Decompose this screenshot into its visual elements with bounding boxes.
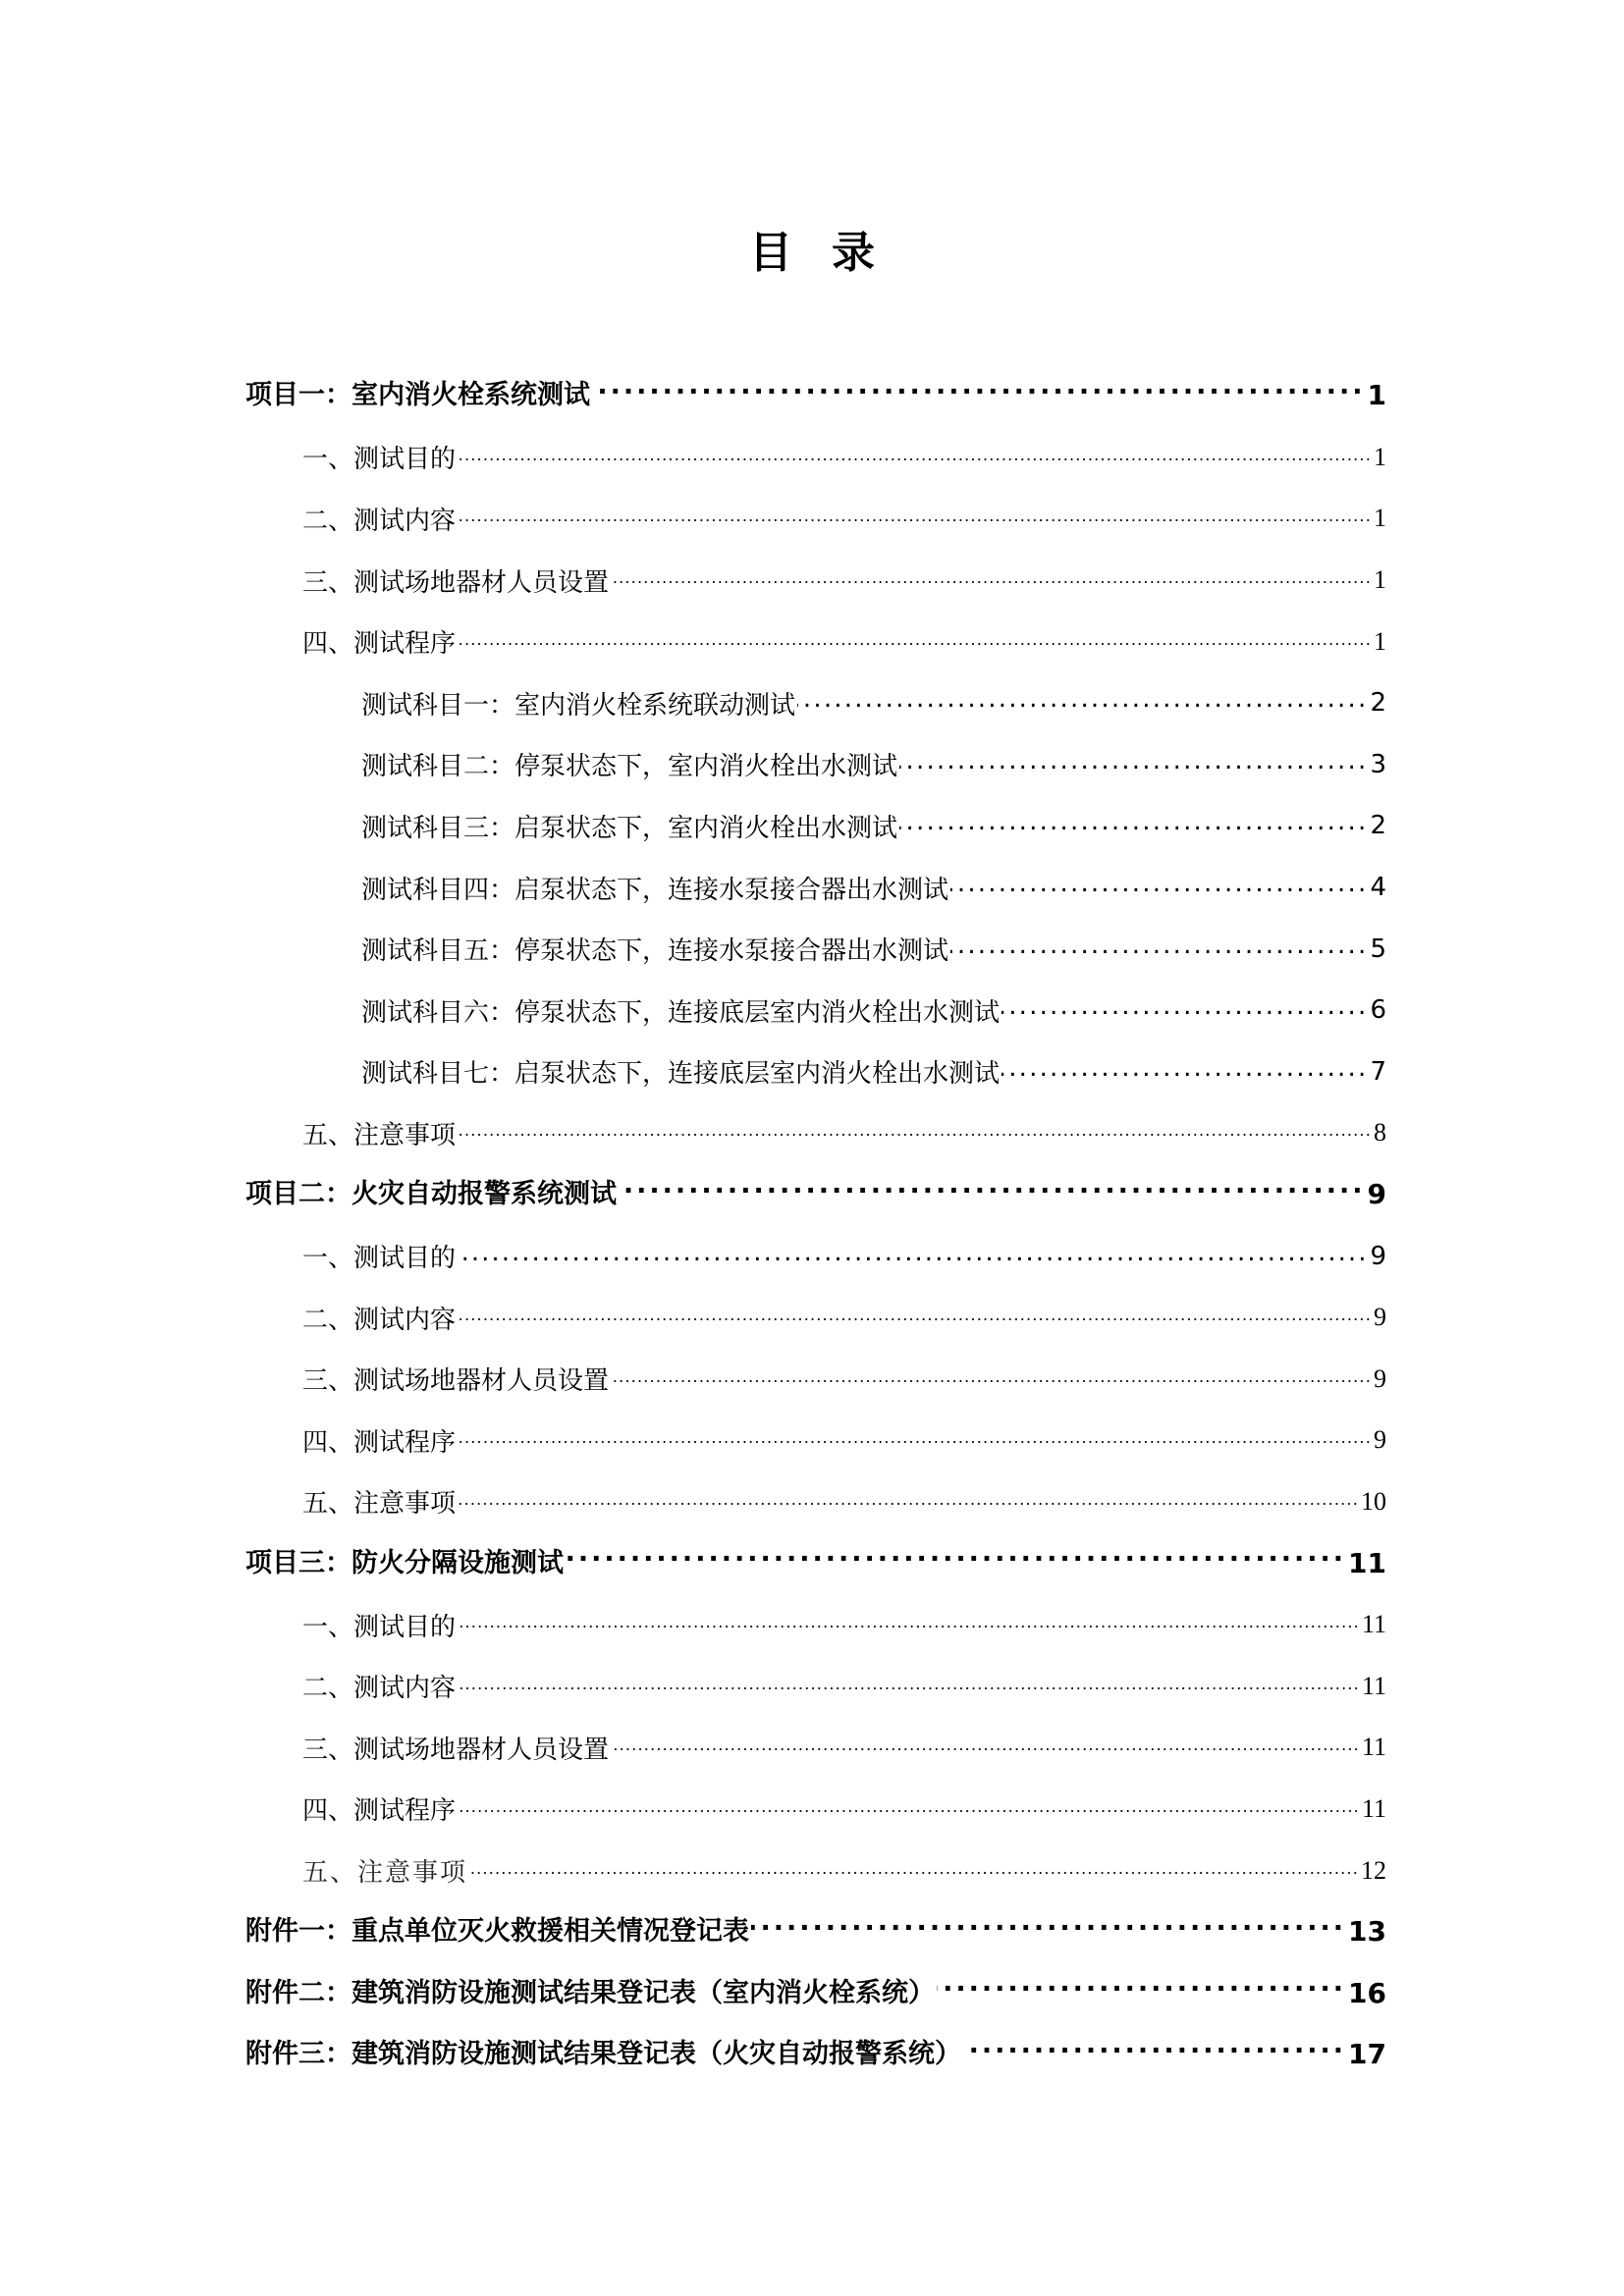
toc-page-number: 1 bbox=[1374, 442, 1386, 471]
toc-entry-label: 五、注意事项 bbox=[302, 1120, 457, 1150]
toc-entry-label: 附件一：重点单位灭火救援相关情况登记表 bbox=[245, 1916, 749, 1948]
toc-page-number: 11 bbox=[1361, 1733, 1386, 1762]
toc-entry-label: 一、测试目的 bbox=[302, 445, 457, 475]
toc-entry-section[interactable] bbox=[245, 1471, 1386, 1533]
toc-entry-label: 五、注意事项 bbox=[302, 1489, 457, 1520]
toc-entry-section[interactable] bbox=[245, 1840, 1386, 1901]
toc-entry-section[interactable] bbox=[245, 550, 1386, 612]
toc-entry-project-3[interactable] bbox=[245, 1532, 1386, 1594]
dot-leader bbox=[1001, 1059, 1368, 1085]
toc-entry-label: 测试科目七：启泵状态下，连接底层室内消火栓出水测试 bbox=[361, 1059, 1001, 1090]
toc-page-number: 9 bbox=[1374, 1425, 1386, 1455]
toc-entry-label: 测试科目三：启泵状态下，室内消火栓出水测试 bbox=[361, 813, 898, 843]
dot-leader bbox=[458, 1120, 1372, 1146]
toc-entry-label: 测试科目二：停泵状态下，室内消火栓出水测试 bbox=[361, 752, 898, 782]
dot-leader bbox=[458, 1427, 1372, 1453]
dot-leader bbox=[899, 752, 1368, 777]
toc-title: 目录 bbox=[749, 228, 914, 278]
toc-page-number: 1 bbox=[1374, 504, 1386, 533]
toc-entry-section[interactable] bbox=[245, 488, 1386, 550]
toc-page-number: 6 bbox=[1370, 995, 1386, 1026]
toc-entry-section[interactable] bbox=[245, 1655, 1386, 1717]
toc-page-number: 5 bbox=[1370, 934, 1386, 964]
toc-entry-subitem[interactable] bbox=[245, 980, 1386, 1041]
dot-leader bbox=[937, 1980, 1346, 2006]
toc-page-number: 4 bbox=[1370, 873, 1386, 903]
toc-entry-label: 项目三：防火分隔设施测试 bbox=[245, 1547, 564, 1578]
toc-entry-label: 附件二：建筑消防设施测试结果登记表（室内消火栓系统） bbox=[245, 1977, 935, 2008]
dot-leader bbox=[458, 1796, 1360, 1822]
dot-leader bbox=[458, 1244, 1368, 1269]
dot-leader bbox=[611, 567, 1372, 593]
dot-leader bbox=[458, 445, 1372, 470]
dot-leader bbox=[458, 629, 1372, 655]
dot-leader bbox=[458, 1489, 1359, 1515]
toc-entry-label: 附件三：建筑消防设施测试结果登记表（火灾自动报警系统） bbox=[245, 2039, 961, 2070]
toc-page-number: 1 bbox=[1374, 565, 1386, 595]
toc-entry-subitem[interactable] bbox=[245, 857, 1386, 919]
toc-entry-label: 二、测试内容 bbox=[302, 1305, 457, 1335]
toc-page-number: 11 bbox=[1361, 1610, 1386, 1639]
dot-leader bbox=[458, 1674, 1360, 1699]
dot-leader bbox=[963, 2042, 1346, 2068]
toc-entry-section[interactable] bbox=[245, 611, 1386, 672]
dot-leader bbox=[950, 875, 1368, 900]
toc-page-number: 9 bbox=[1367, 1178, 1386, 1211]
toc-page-number: 12 bbox=[1361, 1855, 1386, 1885]
toc-entry-label: 项目一：室内消火栓系统测试 bbox=[245, 380, 590, 411]
toc-page-number: 9 bbox=[1374, 1363, 1386, 1393]
toc-entry-section[interactable] bbox=[245, 427, 1386, 489]
toc-entry-label: 测试科目四：启泵状态下，连接水泵接合器出水测试 bbox=[361, 875, 949, 905]
toc-page-number: 11 bbox=[1348, 1546, 1386, 1579]
toc-entry-label: 四、测试程序 bbox=[302, 629, 457, 660]
dot-leader bbox=[458, 506, 1372, 531]
toc-entry-section[interactable] bbox=[245, 1779, 1386, 1841]
toc-entry-section[interactable] bbox=[245, 1287, 1386, 1349]
toc-page-number: 3 bbox=[1370, 749, 1386, 779]
toc-page-number: 1 bbox=[1367, 379, 1386, 412]
dot-leader bbox=[469, 1858, 1359, 1884]
dot-leader bbox=[458, 1612, 1360, 1637]
toc-entry-section[interactable] bbox=[245, 1410, 1386, 1471]
toc-entry-subitem[interactable] bbox=[245, 734, 1386, 796]
toc-entry-label: 四、测试程序 bbox=[302, 1796, 457, 1827]
toc-entry-label: 三、测试场地器材人员设置 bbox=[302, 567, 610, 598]
dot-leader bbox=[611, 1735, 1360, 1760]
toc-entry-section[interactable] bbox=[245, 1594, 1386, 1656]
toc-entry-subitem[interactable] bbox=[245, 1041, 1386, 1103]
toc-page-number: 2 bbox=[1370, 811, 1386, 841]
dot-leader bbox=[797, 690, 1368, 716]
dot-leader bbox=[611, 1366, 1372, 1392]
toc-entry-label: 二、测试内容 bbox=[302, 1674, 457, 1704]
toc-page-number: 9 bbox=[1374, 1303, 1386, 1332]
dot-leader bbox=[1001, 997, 1368, 1023]
toc-page-number: 16 bbox=[1348, 1976, 1386, 2009]
toc-entry-label: 测试科目一：室内消火栓系统联动测试 bbox=[361, 690, 796, 721]
toc-entry-section[interactable] bbox=[245, 1225, 1386, 1287]
dot-leader bbox=[619, 1182, 1366, 1208]
toc-entry-project-1[interactable] bbox=[245, 365, 1386, 427]
toc-entry-label: 测试科目五：停泵状态下，连接水泵接合器出水测试 bbox=[361, 936, 949, 967]
toc-entry-label: 一、测试目的 bbox=[302, 1244, 457, 1274]
table-of-contents bbox=[245, 365, 1386, 2086]
toc-entry-subitem[interactable] bbox=[245, 672, 1386, 734]
toc-page-number: 7 bbox=[1370, 1056, 1386, 1087]
dot-leader bbox=[751, 1919, 1346, 1946]
toc-entry-label: 四、测试程序 bbox=[302, 1427, 457, 1458]
toc-page-number: 17 bbox=[1348, 2038, 1386, 2071]
toc-entry-label: 五、注意事项 bbox=[302, 1858, 468, 1889]
toc-page-number: 10 bbox=[1361, 1486, 1386, 1516]
toc-entry-section[interactable] bbox=[245, 1717, 1386, 1779]
toc-entry-subitem[interactable] bbox=[245, 918, 1386, 980]
toc-entry-label: 三、测试场地器材人员设置 bbox=[302, 1366, 610, 1397]
toc-entry-appendix-2[interactable] bbox=[245, 1962, 1386, 2024]
dot-leader bbox=[899, 813, 1368, 838]
toc-entry-label: 一、测试目的 bbox=[302, 1612, 457, 1642]
toc-entry-label: 项目二：火灾自动报警系统测试 bbox=[245, 1179, 617, 1210]
dot-leader bbox=[950, 936, 1368, 962]
toc-entry-appendix-1[interactable] bbox=[245, 1901, 1386, 1963]
toc-page-number: 2 bbox=[1370, 688, 1386, 719]
toc-entry-label: 测试科目六：停泵状态下，连接底层室内消火栓出水测试 bbox=[361, 997, 1001, 1028]
toc-entry-label: 三、测试场地器材人员设置 bbox=[302, 1735, 610, 1765]
dot-leader bbox=[566, 1550, 1346, 1576]
toc-entry-section[interactable] bbox=[245, 1349, 1386, 1411]
toc-page-number: 13 bbox=[1348, 1915, 1386, 1949]
toc-page-number: 8 bbox=[1374, 1118, 1386, 1148]
toc-entry-section[interactable] bbox=[245, 1102, 1386, 1164]
dot-leader bbox=[458, 1305, 1372, 1330]
toc-page-number: 9 bbox=[1370, 1241, 1386, 1271]
toc-page-number: 1 bbox=[1374, 626, 1386, 656]
toc-entry-subitem[interactable] bbox=[245, 795, 1386, 857]
toc-entry-label: 二、测试内容 bbox=[302, 506, 457, 536]
toc-page-number: 11 bbox=[1361, 1793, 1386, 1823]
toc-entry-appendix-3[interactable] bbox=[245, 2024, 1386, 2086]
toc-page-number: 11 bbox=[1361, 1671, 1386, 1700]
toc-entry-project-2[interactable] bbox=[245, 1164, 1386, 1226]
dot-leader bbox=[592, 383, 1366, 409]
